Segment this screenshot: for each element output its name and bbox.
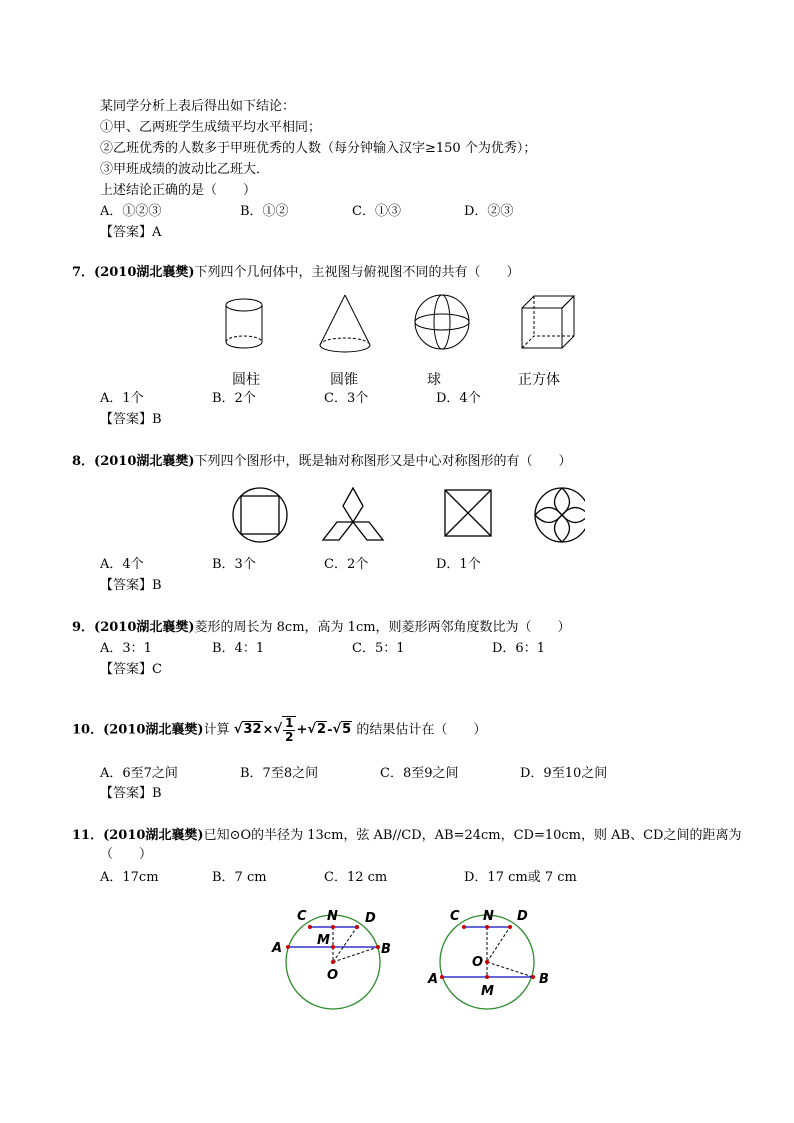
label-a-left: A [272, 941, 283, 956]
label-n-right: N [483, 909, 494, 924]
label-o-left: O [327, 968, 339, 983]
q8-text: 下列四个图形中，既是轴对称图形又是中心对称图形的有（ ） [194, 454, 572, 469]
q11-option-a: A．17cm [100, 870, 159, 885]
plus-sign: + [296, 722, 308, 738]
q7-caption-cone: 圆锥 [330, 372, 358, 388]
circle-figure-right [427, 909, 549, 1009]
q7-caption-cube: 正方体 [518, 372, 560, 388]
cylinder-icon [226, 299, 262, 348]
q11-text: 已知⊙O的半径为 13cm，弦 AB//CD，AB=24cm，CD=10cm，则 AB、CD之间的距离为 [203, 828, 742, 843]
q9-option-b: B．4：1 [212, 641, 265, 656]
q9-option-d: D．6：1 [492, 641, 545, 656]
label-m-right: M [481, 984, 494, 999]
q6-option-b: B．①② [240, 204, 289, 219]
q11-option-b: B．7 cm [212, 870, 267, 885]
q7-caption-sphere: 球 [427, 372, 441, 388]
q6-option-c: C．①③ [352, 204, 401, 219]
times-sign: × [262, 722, 274, 738]
q9-option-c: C．5：1 [352, 641, 405, 656]
q9-option-a: A．3：1 [100, 641, 152, 656]
q11-number: 11．(2010湖北襄樊) [72, 828, 204, 843]
label-c-left: C [297, 909, 307, 924]
q11-option-d: D．17 cm或 7 cm [464, 870, 577, 885]
cube-icon [522, 296, 574, 348]
square-cross-icon [445, 490, 491, 536]
label-b-left: B [381, 942, 391, 957]
q10-text-after: 的结果估计在（ ） [356, 722, 487, 738]
q10-option-a: A．6至7之间 [100, 766, 178, 781]
circle-square-icon [233, 488, 287, 542]
q9-number: 9．(2010湖北襄樊) [72, 620, 195, 635]
q7-number: 7．(2010湖北襄樊) [72, 265, 195, 280]
q9-text: 菱形的周长为 8cm，高为 1cm，则菱形两邻角度数比为（ ） [194, 620, 571, 635]
q8-option-a: A．4个 [100, 557, 144, 572]
sqrt-5: √5 [332, 722, 352, 737]
q6-answer: 【答案】A [100, 225, 162, 240]
q7-option-b: B．2个 [212, 391, 256, 406]
minus-sign: - [327, 722, 333, 738]
q10-stem [72, 714, 486, 747]
q6-prompt: 上述结论正确的是（ ） [100, 183, 257, 198]
label-o-right: O [472, 955, 484, 970]
q10-option-c: C．8至9之间 [380, 766, 459, 781]
label-a-right: A [428, 972, 439, 987]
q7-stem [72, 264, 520, 282]
q7-option-a: A．1个 [100, 391, 144, 406]
q7-caption-cylinder: 圆柱 [232, 372, 260, 388]
q10-option-d: D．9至10之间 [520, 766, 608, 781]
label-b-right: B [539, 972, 549, 987]
q11-circle-figures [265, 900, 565, 1015]
q11-stem [72, 827, 741, 845]
q7-option-c: C．3个 [324, 391, 369, 406]
sqrt-2: √2 [307, 722, 327, 737]
label-m-left: M [317, 933, 330, 948]
q6-conclusion-2: ②乙班优秀的人数多于甲班优秀的人数（每分钟输入汉字≥150 个为优秀）； [100, 141, 537, 156]
sqrt-32: √32 [233, 722, 262, 737]
q6-conclusion-3: ③甲班成绩的波动比乙班大． [100, 162, 270, 177]
q10-option-b: B．7至8之间 [240, 766, 319, 781]
circle-figure-left [271, 909, 391, 1009]
q7-text: 下列四个几何体中，主视图与俯视图不同的共有（ ） [194, 265, 520, 280]
label-d-left: D [365, 911, 376, 926]
q9-stem [72, 619, 571, 637]
q7-solids-figure [210, 290, 590, 360]
q7-answer: 【答案】B [100, 412, 162, 427]
circle-petals-icon [535, 488, 585, 542]
cone-icon [320, 295, 370, 352]
three-rhombus-icon [323, 488, 383, 540]
label-c-right: C [450, 909, 460, 924]
q7-option-d: D．4个 [436, 391, 481, 406]
q9-answer: 【答案】C [100, 662, 162, 677]
label-n-left: N [327, 909, 338, 924]
q6-option-a: A．①②③ [100, 204, 162, 219]
q8-answer: 【答案】B [100, 578, 162, 593]
label-d-right: D [517, 909, 528, 924]
q10-text-before: 计算 [203, 722, 230, 738]
sqrt-half: √ $\frac{1}{2}$ [273, 714, 296, 746]
q10-answer: 【答案】B [100, 786, 162, 801]
q8-number: 8．(2010湖北襄樊) [72, 454, 195, 469]
q6-conclusion-1: ①甲、乙两班学生成绩平均水平相同； [100, 120, 322, 135]
q8-stem [72, 453, 572, 471]
q6-option-d: D．②③ [464, 204, 514, 219]
q8-option-c: C．2个 [324, 557, 369, 572]
q8-option-b: B．3个 [212, 557, 256, 572]
q8-shapes-figure [225, 482, 585, 548]
q10-number: 10．(2010湖北襄樊) [72, 722, 204, 738]
q11-stem-line2: （ ） [100, 847, 153, 862]
sphere-icon [415, 295, 469, 349]
q6-intro: 某同学分析上表后得出如下结论： [100, 99, 296, 114]
q8-option-d: D．1个 [436, 557, 481, 572]
q11-option-c: C．12 cm [324, 870, 388, 885]
